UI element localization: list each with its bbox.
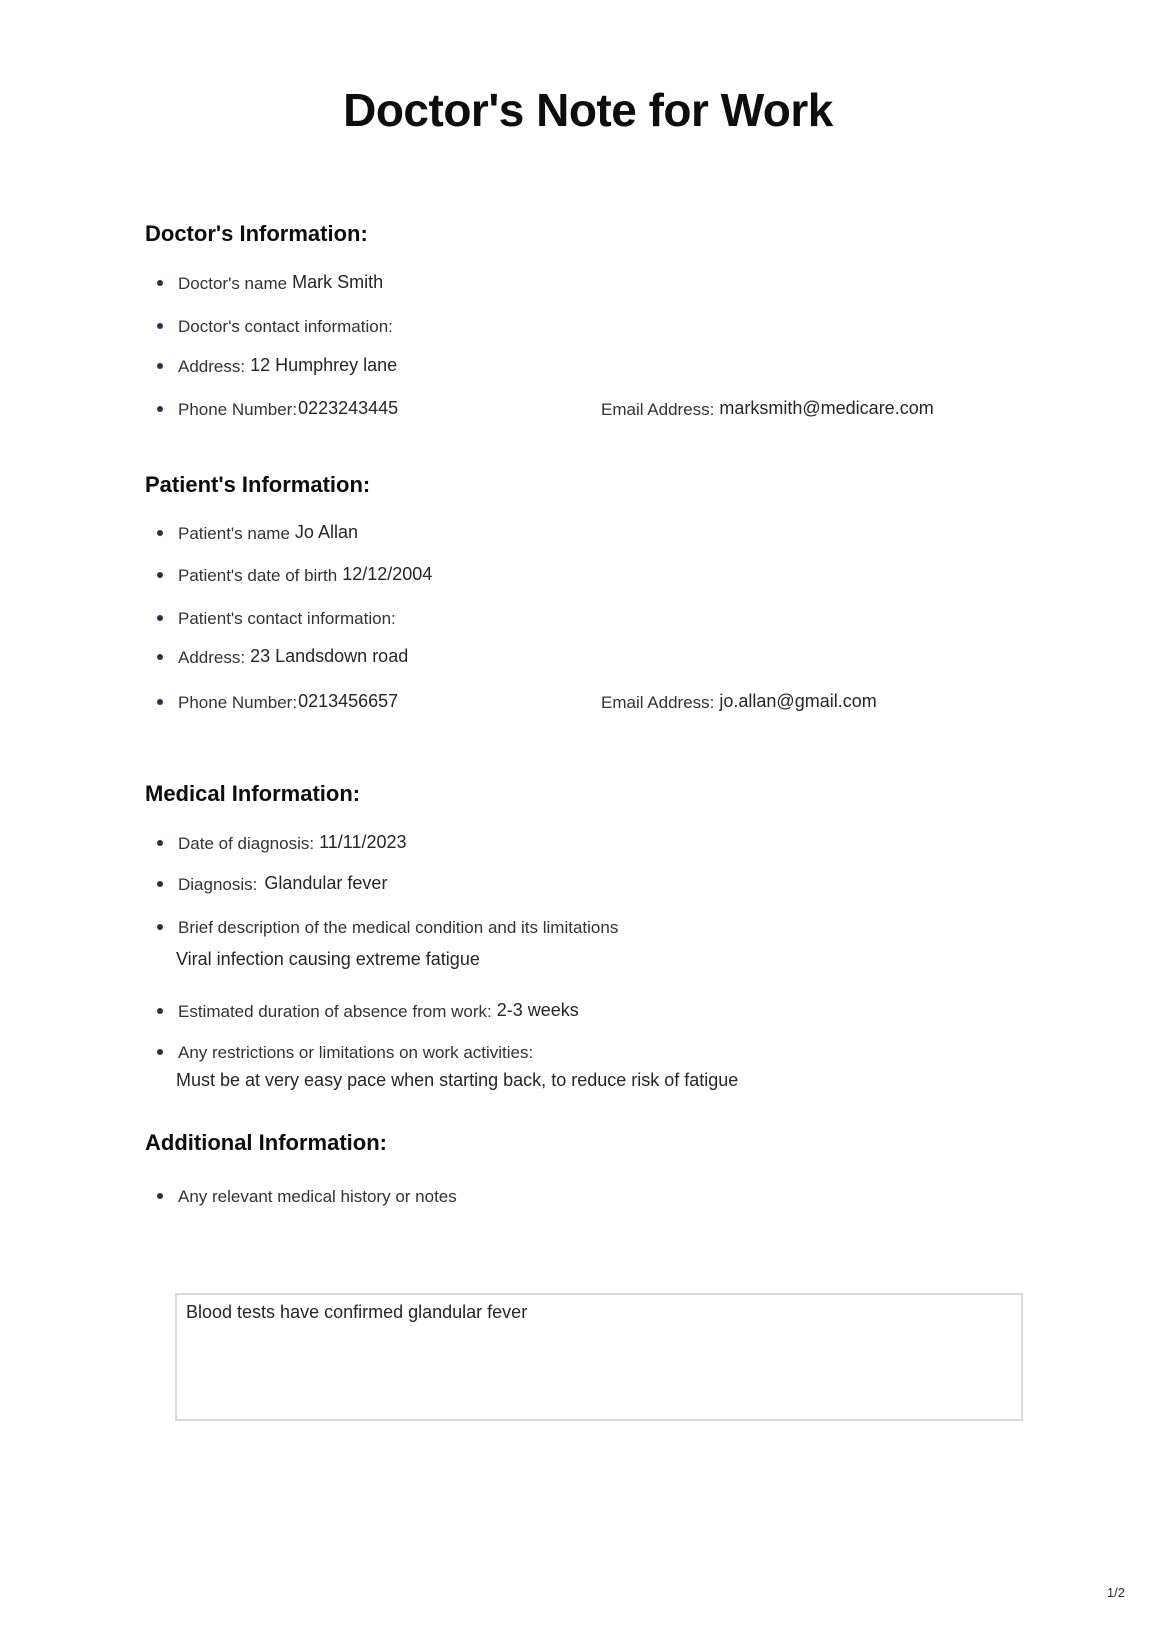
doctor-address-value: 12 Humphrey lane xyxy=(250,355,398,375)
patient-name-label: Patient's name xyxy=(178,524,290,543)
bullet-icon xyxy=(157,280,163,286)
diagnosis-date-label: Date of diagnosis: xyxy=(178,834,315,853)
additional-section-heading: Additional Information: xyxy=(145,1130,387,1155)
doctor-contact-row xyxy=(145,316,1145,337)
bullet-icon xyxy=(157,699,163,705)
doctor-name-label: Doctor's name xyxy=(178,274,288,293)
doctor-phone-value: 0223243445 xyxy=(298,398,399,418)
doctor-contact-label: Doctor's contact information: xyxy=(178,317,393,336)
patient-email-label: Email Address: xyxy=(601,693,715,712)
restrictions-value-row xyxy=(145,1071,1145,1092)
bullet-icon xyxy=(157,924,163,930)
notes-label-row xyxy=(145,1186,1145,1207)
patient-contact-label: Patient's contact information: xyxy=(178,609,396,628)
duration-label: Estimated duration of absence from work: xyxy=(178,1002,492,1021)
diagnosis-value: Glandular fever xyxy=(264,873,388,893)
bullet-icon xyxy=(157,654,163,660)
diagnosis-date-value: 11/11/2023 xyxy=(319,832,407,852)
patient-contact-row xyxy=(145,608,1145,629)
bullet-icon xyxy=(157,323,163,329)
bullet-icon xyxy=(157,530,163,536)
diagnosis-date-row xyxy=(145,833,1145,854)
description-value: Viral infection causing extreme fatigue xyxy=(176,949,480,969)
description-row xyxy=(145,917,1145,938)
restrictions-row xyxy=(145,1042,1145,1063)
patient-name-row xyxy=(145,523,1145,544)
bullet-icon xyxy=(157,406,163,412)
doctor-name-row xyxy=(145,273,1145,294)
diagnosis-label: Diagnosis: xyxy=(178,875,258,894)
patient-section-heading: Patient's Information: xyxy=(145,472,371,497)
doctor-address-row xyxy=(145,356,1145,377)
patient-dob-row xyxy=(145,565,1145,586)
patient-address-label: Address: xyxy=(178,648,246,667)
bullet-icon xyxy=(157,1049,163,1055)
description-value-row xyxy=(145,950,1145,971)
notes-textarea[interactable]: Blood tests have confirmed glandular fever xyxy=(175,1293,1023,1421)
restrictions-value: Must be at very easy pace when starting back, to reduce risk of fatigue xyxy=(176,1070,739,1090)
bullet-icon xyxy=(157,840,163,846)
duration-value: 2-3 weeks xyxy=(496,1000,579,1020)
doctor-address-label: Address: xyxy=(178,357,246,376)
doctor-name-value: Mark Smith xyxy=(292,272,384,292)
page-title: Doctor's Note for Work xyxy=(343,84,833,136)
bullet-icon xyxy=(157,1193,163,1199)
patient-address-value: 23 Landsdown road xyxy=(250,646,409,666)
bullet-icon xyxy=(157,363,163,369)
bullet-icon xyxy=(157,615,163,621)
doctor-email-label: Email Address: xyxy=(601,400,715,419)
patient-address-row xyxy=(145,647,1145,668)
bullet-icon xyxy=(157,881,163,887)
diagnosis-row xyxy=(145,874,1145,895)
patient-dob-value: 12/12/2004 xyxy=(342,564,433,584)
patient-dob-label: Patient's date of birth xyxy=(178,566,338,585)
patient-email-value: jo.allan@gmail.com xyxy=(719,691,877,711)
patient-phone-value: 0213456657 xyxy=(298,691,399,711)
page-indicator: 1/2 xyxy=(1106,1585,1125,1600)
medical-section-heading: Medical Information: xyxy=(145,781,361,806)
patient-phone-label: Phone Number: xyxy=(178,693,298,712)
doctor-email-value: marksmith@medicare.com xyxy=(719,398,934,418)
patient-name-value: Jo Allan xyxy=(294,522,358,542)
duration-row xyxy=(145,1001,1145,1022)
doctor-section-heading: Doctor's Information: xyxy=(145,221,368,246)
bullet-icon xyxy=(157,572,163,578)
bullet-icon xyxy=(157,1008,163,1014)
restrictions-label: Any restrictions or limitations on work activities: xyxy=(178,1043,534,1062)
description-label: Brief description of the medical condition and its limitations xyxy=(178,918,619,937)
patient-phone-email-row xyxy=(145,692,1145,713)
doctor-phone-label: Phone Number: xyxy=(178,400,298,419)
notes-label: Any relevant medical history or notes xyxy=(178,1187,457,1206)
doctor-phone-email-row xyxy=(145,399,1145,420)
